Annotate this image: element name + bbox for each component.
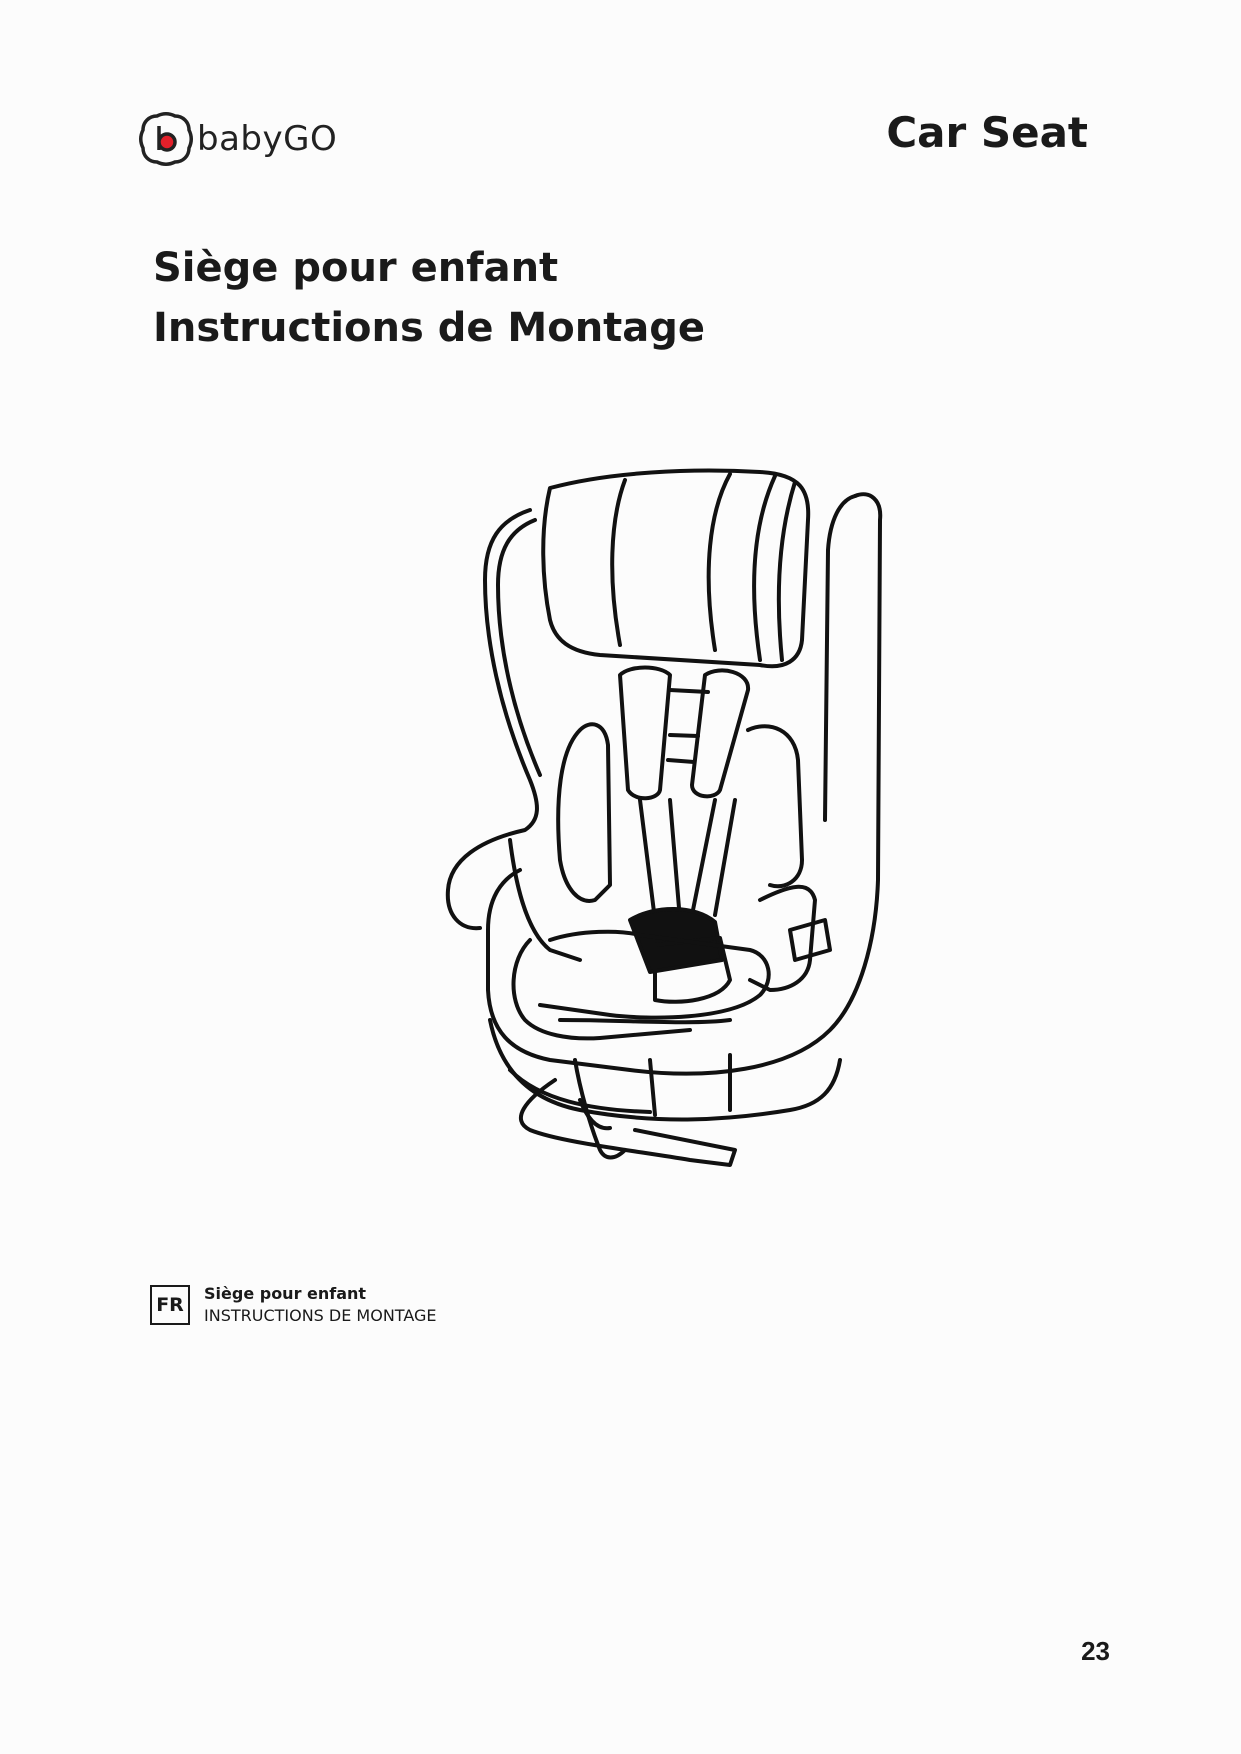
brand-logo [137,108,337,170]
title-line-2: Instructions de Montage [153,305,706,351]
title-line-1: Siège pour enfant [153,245,559,291]
language-section-subtitle: INSTRUCTIONS DE MONTAGE [204,1306,437,1325]
language-section-text [204,1283,437,1327]
document-title [153,238,705,358]
brand-name: babyGO [197,119,338,159]
language-section [150,1283,437,1327]
product-name: Car Seat [886,108,1088,157]
language-code-badge: FR [150,1285,190,1325]
babygo-logo-icon [137,110,195,168]
page-number: 23 [1081,1636,1110,1666]
car-seat-illustration [430,460,910,1180]
language-section-title: Siège pour enfant [204,1284,367,1303]
